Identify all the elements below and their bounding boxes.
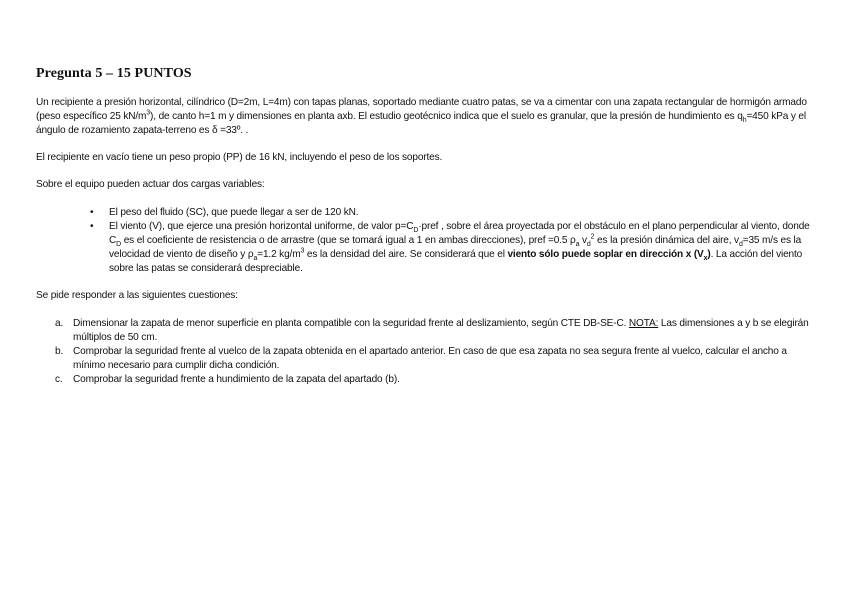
question-title: Pregunta 5 – 15 PUNTOS: [36, 66, 192, 81]
bullet-icon: •: [90, 207, 94, 218]
self-weight-paragraph: El recipiente en vacío tiene un peso propio (PP) de 16 kN, incluyendo el peso de los soportes.: [36, 152, 443, 163]
problem-statement: Un recipiente a presión horizontal, cilíndrico (D=2m, L=4m) con tapas planas, soportado mediante cuatro patas, se va a cimentar con una zapata rectangular de hormigón armado (peso específico 25 $kN/m^3$), de canto h=1 m y dimensiones en planta axb. El estudio geotécnico indica que el suelo es granular, que la presión de hundimiento es $q_h=450$ kPa y el ángulo de rozamiento zapata-terreno es δ =33º. .: [36, 97, 807, 136]
list-item-question-a: a. Dimensionar la zapata de menor superficie en planta compatible con la seguridad frente al deslizamiento, según CTE DB-SE-C. NOTA: Las dimensiones a y b se elegirán múltiplos de 50 cm.: [55, 318, 809, 343]
note-label: NOTA:: [628, 318, 659, 329]
list-item-wind: • El viento (V), que ejerce una presión horizontal uniforme, de valor $p=C_D\cdot pref$ , sobre el área proyectada por el obstáculo en el plano perpendicular al viento, donde $C_D$ es el coeficiente de resistencia o de arrastre (que se tomará igual a 1 en ambas direcciones), pref =0.5 $\rho_a$ $v_d^2$ es la presión dinámica del aire, $v_d=35$ m/s es la velocidad de viento de diseño y $\rho_a=1.2$ $kg/m^3$ es la densidad del aire. Se considerará que el viento sólo puede soplar en dirección x $(V_x)$. La acción del viento sobre las patas se considerará despreciable.: [90, 221, 810, 274]
document-page: [36, 66, 816, 387]
bullet-icon: •: [90, 221, 94, 232]
variable-loads-intro: Sobre el equipo pueden actuar dos cargas variables:: [36, 179, 265, 190]
list-item-fluid-weight: • El peso del fluido (SC), que puede llegar a ser de 120 kN.: [90, 207, 359, 218]
questions-list: [36, 317, 816, 387]
list-item-question-c: c. Comprobar la seguridad frente a hundimiento de la zapata del apartado (b).: [55, 374, 400, 385]
variable-loads-list: [36, 206, 816, 276]
wind-direction-emphasis: viento sólo puede soplar en dirección x $(V_x)$: [507, 249, 711, 263]
questions-intro: Se pide responder a las siguientes cuestiones:: [36, 290, 238, 301]
list-item-question-b: b. Comprobar la seguridad frente al vuelco de la zapata obtenida en el apartado anterior. En caso de que esa zapata no sea segura frente al vuelco, calcular el ancho a mínimo necesario para cumplir dicha condición.: [55, 346, 787, 371]
